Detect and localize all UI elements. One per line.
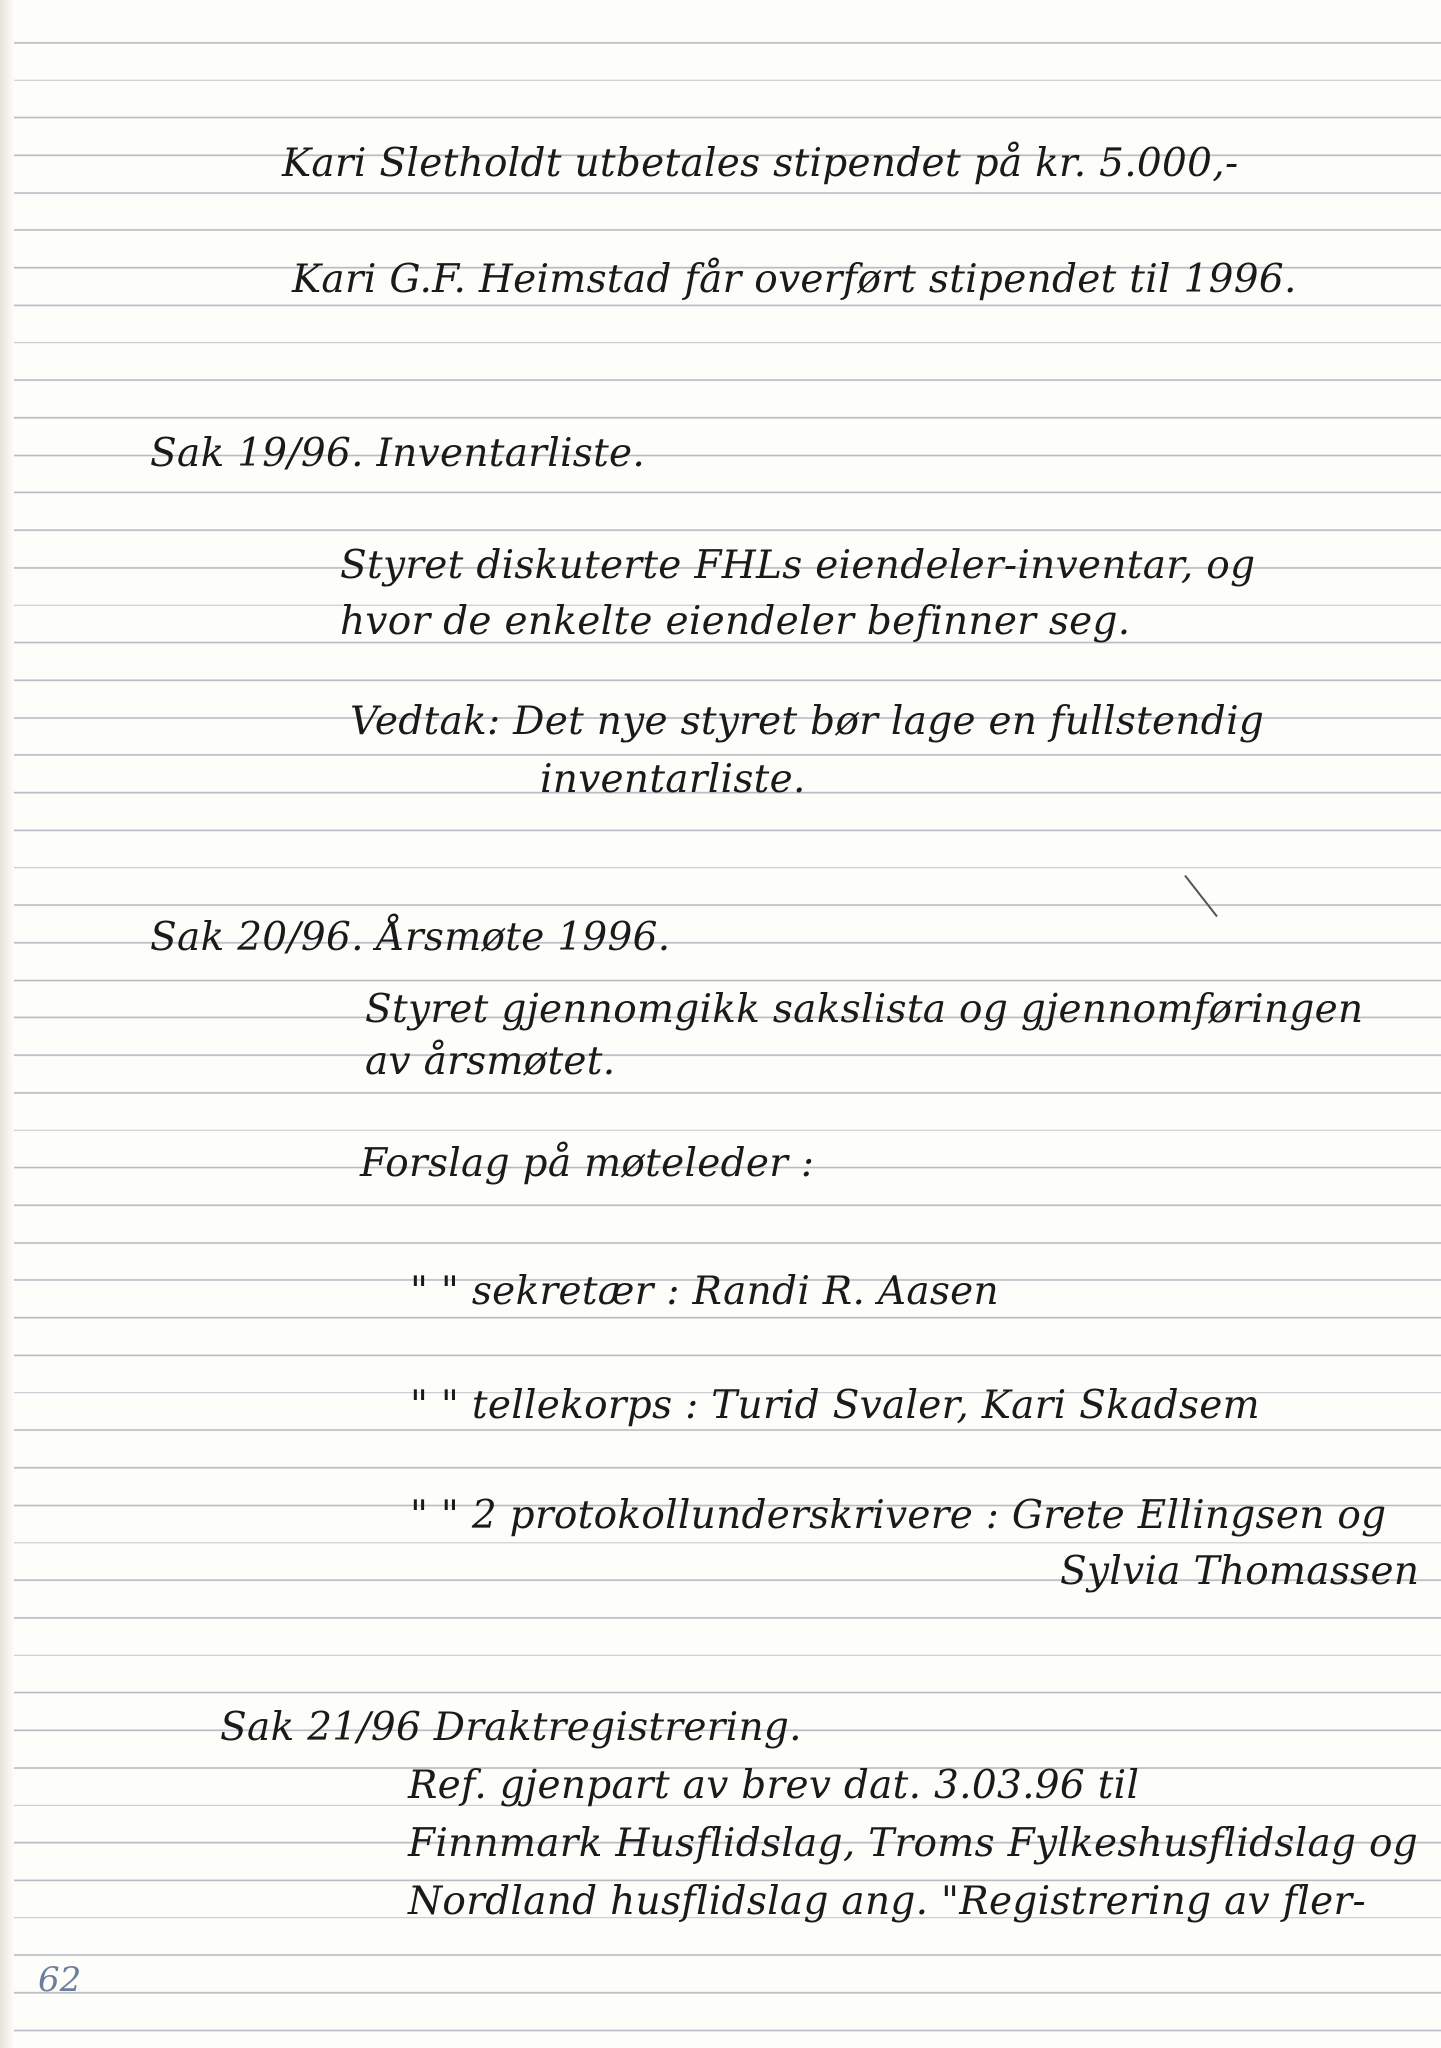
line-hvor-eiendeler: hvor de enkelte eiendeler befinner seg. (340, 599, 1131, 644)
line-protokollunderskrivere: " " 2 protokollunderskrivere : Grete Ellingsen og (410, 1493, 1387, 1538)
heading-sak-21-96: Sak 21/96 Draktregistrering. (220, 1705, 802, 1750)
line-nordland: Nordland husflidslag ang. "Registrering av fler- (408, 1879, 1366, 1924)
line-styret-diskuterte: Styret diskuterte FHLs eiendeler-inventar, og (340, 543, 1256, 588)
line-styret-gjennomgikk: Styret gjennomgikk sakslista og gjennomføringen (365, 987, 1364, 1032)
line-stipend-sletholdt: Kari Sletholdt utbetales stipendet på kr. 5.000,- (282, 141, 1239, 186)
line-forslag-moteleder: Forslag på møteleder : (360, 1141, 815, 1186)
line-sylvia-thomassen: Sylvia Thomassen (1060, 1549, 1420, 1594)
line-tellekorps: " " tellekorps : Turid Svaler, Kari Skadsem (410, 1383, 1260, 1428)
line-av-arsmotet: av årsmøtet. (365, 1039, 616, 1084)
line-vedtak: Vedtak: Det nye styret bør lage en fullstendig (350, 699, 1265, 744)
heading-sak-20-96: Sak 20/96. Årsmøte 1996. (150, 915, 671, 960)
line-ref-gjenpart: Ref. gjenpart av brev dat. 3.03.96 til (408, 1763, 1140, 1808)
heading-sak-19-96: Sak 19/96. Inventarliste. (150, 431, 646, 476)
page-number: 62 (38, 1960, 82, 2000)
line-inventarliste: inventarliste. (540, 757, 806, 802)
line-stipend-heimstad: Kari G.F. Heimstad får overført stipendet til 1996. (292, 257, 1297, 302)
margin-stroke (1184, 875, 1218, 917)
line-sekretaer: " " sekretær : Randi R. Aasen (410, 1269, 999, 1314)
line-finnmark-troms: Finnmark Husflidslag, Troms Fylkeshusflidslag og (408, 1821, 1419, 1866)
